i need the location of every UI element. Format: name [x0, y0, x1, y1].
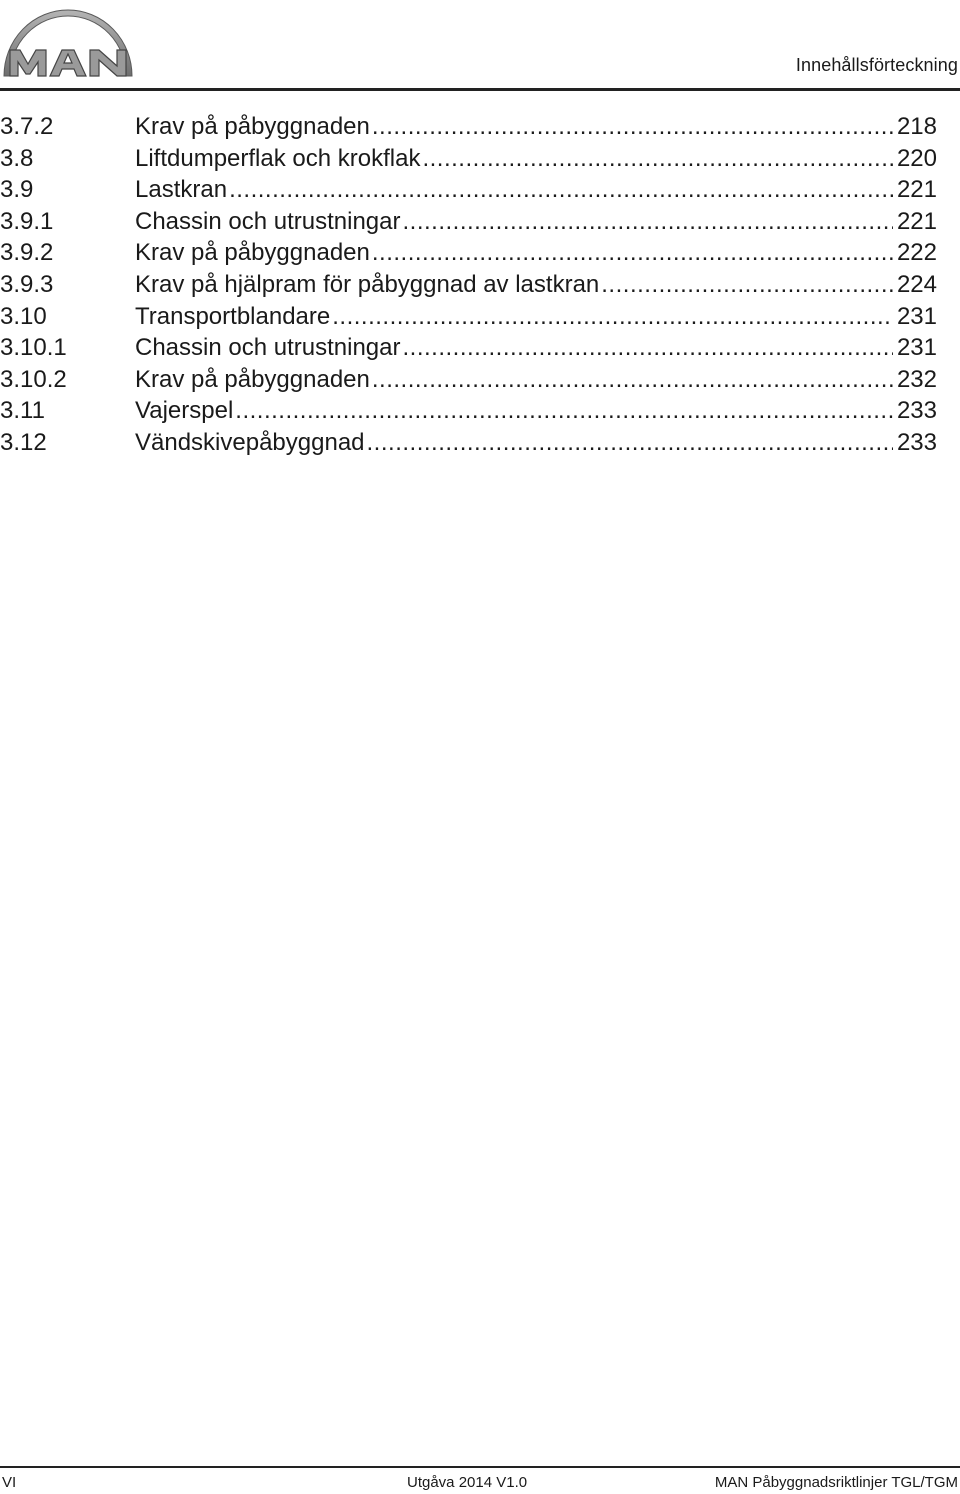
toc-title — [135, 301, 893, 333]
toc-dot-leader — [402, 332, 892, 364]
toc-entry[interactable] — [0, 301, 937, 333]
toc-dot-leader — [332, 301, 893, 333]
toc-title-text: Lastkran — [135, 176, 228, 204]
toc-entry[interactable] — [0, 364, 937, 396]
footer-document-title: MAN Påbyggnadsriktlinjer TGL/TGM — [714, 1474, 958, 1491]
toc-dot-leader — [372, 237, 893, 269]
toc-number: 3.9 — [0, 176, 34, 204]
toc-dot-leader — [235, 395, 893, 427]
toc-title — [135, 111, 893, 143]
page-footer — [0, 1474, 960, 1492]
toc-entry[interactable] — [0, 111, 937, 143]
toc-title — [135, 269, 893, 301]
toc-title-text: Chassin och utrustningar — [135, 334, 401, 362]
toc-page-number: 221 — [896, 176, 937, 204]
toc-title — [135, 427, 893, 459]
toc-title-text: Vajerspel — [135, 397, 234, 425]
toc-number: 3.7.2 — [0, 113, 54, 140]
toc-entry[interactable] — [0, 143, 937, 175]
toc-dot-leader — [229, 174, 893, 206]
footer-page-number: VI — [2, 1474, 17, 1491]
toc-title-text: Krav på påbyggnaden — [135, 113, 370, 140]
footer-divider — [0, 1466, 960, 1468]
toc-page-number: 221 — [896, 207, 937, 235]
toc-dot-leader — [372, 364, 893, 396]
toc-dot-leader — [422, 143, 892, 175]
toc-page-number: 231 — [896, 334, 937, 362]
toc-title — [135, 364, 893, 396]
toc-entry[interactable] — [0, 206, 937, 238]
toc-title-text: Vändskivepåbyggnad — [135, 428, 365, 456]
toc-number: 3.8 — [0, 144, 34, 172]
toc-title — [135, 332, 893, 364]
toc-number: 3.10 — [0, 302, 47, 330]
toc-page-number: 224 — [896, 270, 937, 298]
toc-entry[interactable] — [0, 395, 937, 427]
toc-page-number: 222 — [896, 239, 937, 267]
toc-page-number: 231 — [896, 302, 937, 330]
toc-number: 3.9.3 — [0, 270, 54, 298]
section-title: Innehållsförteckning — [795, 55, 958, 75]
toc-page-number: 232 — [896, 365, 937, 393]
toc-entry[interactable] — [0, 427, 937, 459]
toc-number: 3.10.1 — [0, 334, 67, 362]
toc-title — [135, 143, 893, 175]
toc-dot-leader — [367, 427, 893, 459]
toc-title — [135, 174, 893, 206]
toc-title-text: Liftdumperflak och krokflak — [135, 144, 421, 172]
toc-title-text: Krav på hjälpram för påbyggnad av lastkran — [135, 270, 600, 298]
toc-number: 3.9.2 — [0, 239, 54, 267]
toc-title-text: Krav på påbyggnaden — [135, 239, 370, 267]
toc-title-text: Transportblandare — [135, 302, 331, 330]
toc-title-text: Krav på påbyggnaden — [135, 365, 370, 393]
header-divider — [0, 88, 960, 91]
table-of-contents — [0, 111, 937, 459]
toc-title-text: Chassin och utrustningar — [135, 207, 401, 235]
man-logo — [0, 0, 136, 80]
toc-page-number: 218 — [896, 113, 937, 140]
toc-number: 3.12 — [0, 428, 47, 456]
toc-dot-leader — [402, 206, 892, 238]
footer-edition: Utgåva 2014 V1.0 — [407, 1474, 528, 1491]
toc-number: 3.9.1 — [0, 207, 54, 235]
toc-number: 3.11 — [0, 397, 45, 425]
toc-title — [135, 237, 893, 269]
toc-page-number: 233 — [896, 397, 937, 425]
toc-number: 3.10.2 — [0, 365, 67, 393]
toc-page-number: 220 — [896, 144, 937, 172]
toc-dot-leader — [372, 111, 893, 143]
toc-entry[interactable] — [0, 269, 937, 301]
toc-title — [135, 206, 893, 238]
toc-entry[interactable] — [0, 174, 937, 206]
toc-page-number: 233 — [896, 428, 937, 456]
toc-title — [135, 395, 893, 427]
toc-entry[interactable] — [0, 332, 937, 364]
toc-entry[interactable] — [0, 237, 937, 269]
toc-dot-leader — [601, 269, 893, 301]
